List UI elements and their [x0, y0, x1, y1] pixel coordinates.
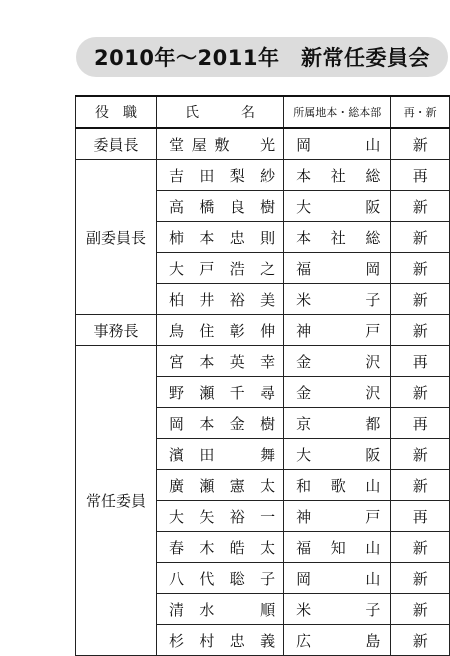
status-cell: 新: [391, 532, 450, 563]
role-cell: 事務長: [76, 315, 157, 346]
name-cell: 柏井裕美: [156, 284, 283, 315]
branch-cell: 神戸: [284, 315, 391, 346]
status-cell: 新: [391, 563, 450, 594]
branch-cell: 金沢: [284, 377, 391, 408]
status-cell: 新: [391, 625, 450, 656]
status-cell: 新: [391, 284, 450, 315]
name-cell: 春木皓太: [156, 532, 283, 563]
name-cell: 吉田梨紗: [156, 160, 283, 191]
status-cell: 新: [391, 253, 450, 284]
branch-cell: 福岡: [284, 253, 391, 284]
header-name: 氏 名: [156, 96, 283, 128]
status-cell: 新: [391, 377, 450, 408]
name-cell: 宮本英幸: [156, 346, 283, 377]
committee-table: [75, 95, 450, 656]
page-title: 2010年～2011年 新常任委員会: [94, 46, 430, 70]
branch-cell: 神戸: [284, 501, 391, 532]
status-cell: 再: [391, 501, 450, 532]
header-branch: 所属地本・総本部: [284, 96, 391, 128]
branch-cell: 米子: [284, 284, 391, 315]
name-cell: 濱田 舞: [156, 439, 283, 470]
role-cell: 常任委員: [76, 346, 157, 656]
table-row: [76, 315, 450, 346]
table-row: [76, 160, 450, 191]
branch-cell: 和歌山: [284, 470, 391, 501]
name-cell: 清水 順: [156, 594, 283, 625]
name-cell: 野瀬千尋: [156, 377, 283, 408]
name-cell: 鳥住彰伸: [156, 315, 283, 346]
role-cell: 副委員長: [76, 160, 157, 315]
name-cell: 堂屋敷 光: [156, 128, 283, 160]
status-cell: 新: [391, 594, 450, 625]
branch-cell: 大阪: [284, 439, 391, 470]
status-cell: 新: [391, 439, 450, 470]
branch-cell: 本社総: [284, 160, 391, 191]
status-cell: 再: [391, 346, 450, 377]
status-cell: 新: [391, 222, 450, 253]
name-cell: 廣瀬憲太: [156, 470, 283, 501]
branch-cell: 米子: [284, 594, 391, 625]
branch-cell: 福知山: [284, 532, 391, 563]
name-cell: 大矢裕一: [156, 501, 283, 532]
branch-cell: 岡山: [284, 128, 391, 160]
name-cell: 大戸浩之: [156, 253, 283, 284]
branch-cell: 大阪: [284, 191, 391, 222]
branch-cell: 金沢: [284, 346, 391, 377]
status-cell: 再: [391, 160, 450, 191]
title-banner: [76, 37, 448, 77]
header-status: 再・新: [391, 96, 450, 128]
name-cell: 八代聡子: [156, 563, 283, 594]
name-cell: 岡本金樹: [156, 408, 283, 439]
table-row: [76, 346, 450, 377]
header-role: 役 職: [76, 96, 157, 128]
branch-cell: 京都: [284, 408, 391, 439]
branch-cell: 岡山: [284, 563, 391, 594]
role-cell: 委員長: [76, 128, 157, 160]
table-header-row: [76, 96, 450, 128]
table-row: [76, 128, 450, 160]
name-cell: 柿本忠則: [156, 222, 283, 253]
status-cell: 再: [391, 408, 450, 439]
status-cell: 新: [391, 191, 450, 222]
status-cell: 新: [391, 470, 450, 501]
name-cell: 高橋良樹: [156, 191, 283, 222]
status-cell: 新: [391, 128, 450, 160]
branch-cell: 広島: [284, 625, 391, 656]
name-cell: 杉村忠義: [156, 625, 283, 656]
status-cell: 新: [391, 315, 450, 346]
branch-cell: 本社総: [284, 222, 391, 253]
